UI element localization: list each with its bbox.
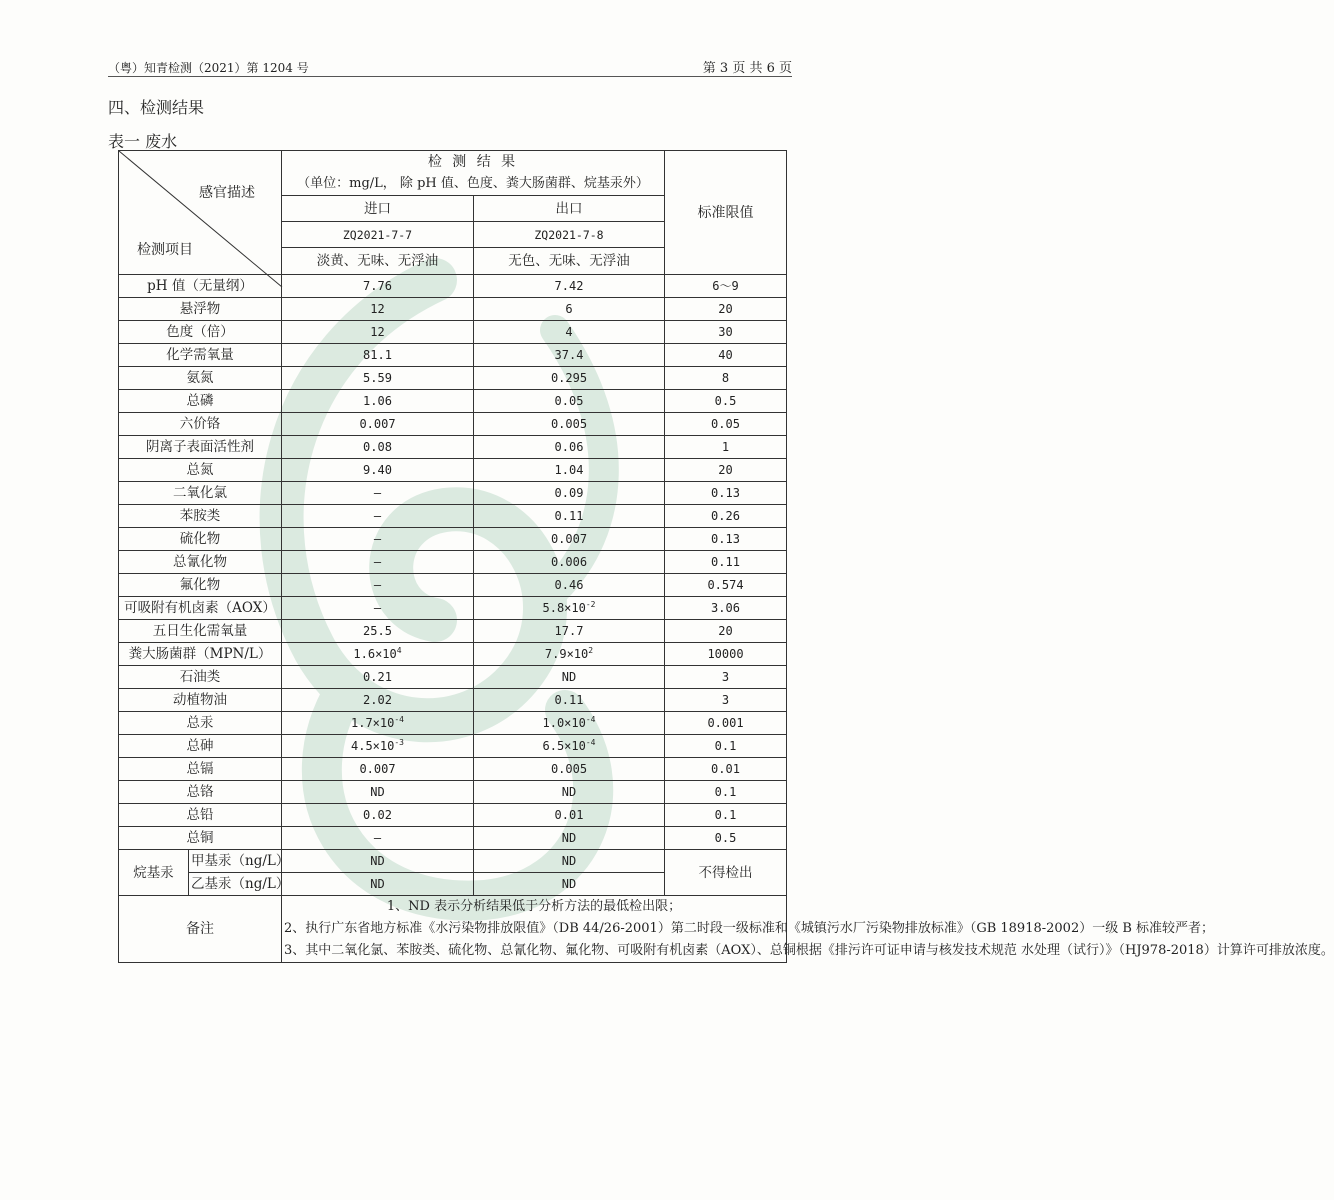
inlet-sensory: 淡黄、无味、无浮油 xyxy=(282,248,474,275)
standard-limit: 3 xyxy=(665,689,787,712)
outlet-value xyxy=(474,482,665,505)
report-number: （粤）知青检测（2021）第 1204 号 xyxy=(108,61,309,75)
outlet-label: 出口 xyxy=(474,196,665,222)
outlet-value-text: 7.9×10 xyxy=(544,647,589,661)
alkyl-standard-limit: 不得检出 xyxy=(665,850,787,896)
outlet-value-text: 0.06 xyxy=(554,440,584,454)
parameter-name: 色度（倍） xyxy=(119,321,282,344)
parameter-name: pH 值（无量纲） xyxy=(119,275,282,298)
inlet-value-text: 12 xyxy=(370,325,385,339)
table-row xyxy=(119,551,787,574)
inlet-value-text: — xyxy=(373,601,382,615)
table-row xyxy=(119,758,787,781)
inlet-value-text: 81.1 xyxy=(363,348,392,362)
outlet-exponent: -2 xyxy=(585,600,596,609)
outlet-value-text: 1.04 xyxy=(554,463,584,477)
inlet-value xyxy=(282,298,474,321)
table-row xyxy=(119,459,787,482)
inlet-value-text: — xyxy=(373,555,382,569)
inlet-exponent: -4 xyxy=(394,715,404,724)
outlet-value xyxy=(474,344,665,367)
inlet-value-text: 9.40 xyxy=(363,463,392,477)
inlet-value-text: 0.02 xyxy=(363,808,392,822)
outlet-sensory: 无色、无味、无浮油 xyxy=(474,248,665,275)
inlet-value-text: 1.6×10 xyxy=(353,647,397,661)
inlet-value xyxy=(282,413,474,436)
parameter-name: 动植物油 xyxy=(119,689,282,712)
outlet-value xyxy=(474,298,665,321)
standard-limit: 30 xyxy=(665,321,787,344)
inlet-value xyxy=(282,321,474,344)
inlet-value-text: 7.76 xyxy=(363,279,392,293)
inlet-value xyxy=(282,758,474,781)
outlet-value xyxy=(474,321,665,344)
parameter-name: 六价铬 xyxy=(119,413,282,436)
inlet-value-text: 1.06 xyxy=(363,394,392,408)
outlet-value xyxy=(474,620,665,643)
outlet-value xyxy=(474,712,665,735)
outlet-value xyxy=(474,597,665,620)
standard-limit: 6～9 xyxy=(665,275,787,298)
corner-sensory-label: 感官描述 xyxy=(199,185,255,201)
outlet-exponent: -4 xyxy=(585,738,596,747)
section-title: 四、检测结果 xyxy=(108,98,205,117)
outlet-value-text: 0.005 xyxy=(550,417,588,431)
parameter-name: 总汞 xyxy=(119,712,282,735)
inlet-value-text: 4.5×10 xyxy=(351,739,395,753)
table-row xyxy=(119,390,787,413)
outlet-value xyxy=(474,666,665,689)
table-title: 表一 废水 xyxy=(108,132,178,151)
standard-limit: 10000 xyxy=(665,643,787,666)
outlet-value xyxy=(474,689,665,712)
inlet-value xyxy=(282,551,474,574)
outlet-value-text: 17.7 xyxy=(554,624,584,638)
standard-header: 标准限值 xyxy=(665,151,787,275)
table-row xyxy=(119,689,787,712)
parameter-name: 苯胺类 xyxy=(119,505,282,528)
note-item: 2、执行广东省地方标准《水污染物排放限值》（DB 44/26-2001）第二时段一级标准和《城镇污水厂污染物排放标准》（GB 18918-2002）一级 B 标准较严者； xyxy=(284,921,1215,936)
inlet-value xyxy=(282,597,474,620)
outlet-sample-id: ZQ2021-7-8 xyxy=(474,222,665,248)
inlet-value xyxy=(282,367,474,390)
parameter-name: 总铅 xyxy=(119,804,282,827)
outlet-value xyxy=(474,367,665,390)
standard-limit: 0.1 xyxy=(665,781,787,804)
parameter-name: 总磷 xyxy=(119,390,282,413)
outlet-value-text: ND xyxy=(561,785,577,799)
inlet-value-text: — xyxy=(373,831,382,845)
inlet-value xyxy=(282,528,474,551)
outlet-value-text: 0.46 xyxy=(554,578,584,592)
table-row xyxy=(119,597,787,620)
outlet-value xyxy=(474,413,665,436)
outlet-value xyxy=(474,436,665,459)
outlet-value xyxy=(474,781,665,804)
parameter-name: 粪大肠菌群（MPN/L） xyxy=(119,643,282,666)
outlet-exponent: 2 xyxy=(588,646,594,655)
notes-label: 备注 xyxy=(119,896,282,963)
inlet-value-text: 0.08 xyxy=(363,440,392,454)
table-row xyxy=(119,298,787,321)
parameter-name: 总氰化物 xyxy=(119,551,282,574)
outlet-value-text: 37.4 xyxy=(554,348,584,362)
parameter-name: 总镉 xyxy=(119,758,282,781)
outlet-value: ND xyxy=(474,873,665,896)
wastewater-results-table xyxy=(118,150,1334,963)
table-row xyxy=(119,413,787,436)
parameter-name: 石油类 xyxy=(119,666,282,689)
standard-limit: 40 xyxy=(665,344,787,367)
outlet-value xyxy=(474,574,665,597)
parameter-name: 总铜 xyxy=(119,827,282,850)
standard-limit: 0.1 xyxy=(665,735,787,758)
note-item: 3、其中二氧化氯、苯胺类、硫化物、总氰化物、氟化物、可吸附有机卤素（AOX）、总铜根据《排污许可证申请与核发技术规范 水处理（试行）》（HJ978-2018）计算许可排放浓度。 xyxy=(284,943,1334,958)
table-row xyxy=(119,735,787,758)
standard-limit: 0.26 xyxy=(665,505,787,528)
parameter-name: 硫化物 xyxy=(119,528,282,551)
standard-limit: 0.01 xyxy=(665,758,787,781)
outlet-value-text: 0.005 xyxy=(550,762,588,776)
standard-limit: 0.13 xyxy=(665,482,787,505)
table-row xyxy=(119,620,787,643)
table-row xyxy=(119,344,787,367)
outlet-value xyxy=(474,804,665,827)
inlet-value xyxy=(282,459,474,482)
outlet-value: ND xyxy=(474,850,665,873)
inlet-value xyxy=(282,344,474,367)
standard-limit: 20 xyxy=(665,298,787,321)
outlet-value xyxy=(474,735,665,758)
standard-limit: 0.11 xyxy=(665,551,787,574)
inlet-value-text: 2.02 xyxy=(363,693,392,707)
note-item: 1、ND 表示分析结果低于分析方法的最低检出限； xyxy=(386,899,682,914)
outlet-value-text: 4 xyxy=(565,325,573,339)
inlet-value xyxy=(282,482,474,505)
outlet-value xyxy=(474,528,665,551)
inlet-value xyxy=(282,390,474,413)
standard-limit: 1 xyxy=(665,436,787,459)
parameter-name: 总铬 xyxy=(119,781,282,804)
standard-limit: 20 xyxy=(665,459,787,482)
outlet-value xyxy=(474,758,665,781)
inlet-value xyxy=(282,735,474,758)
parameter-name: 阴离子表面活性剂 xyxy=(119,436,282,459)
inlet-value-text: 5.59 xyxy=(363,371,392,385)
parameter-name: 五日生化需氧量 xyxy=(119,620,282,643)
outlet-value-text: 0.295 xyxy=(550,371,588,385)
table-row xyxy=(119,712,787,735)
outlet-value-text: 0.01 xyxy=(554,808,584,822)
table-row xyxy=(119,574,787,597)
standard-limit: 0.001 xyxy=(665,712,787,735)
inlet-value-text: — xyxy=(373,486,382,500)
parameter-name: 氟化物 xyxy=(119,574,282,597)
inlet-value xyxy=(282,436,474,459)
inlet-value xyxy=(282,643,474,666)
outlet-value xyxy=(474,505,665,528)
table-row xyxy=(119,528,787,551)
inlet-value-text: 12 xyxy=(370,302,385,316)
outlet-value-text: 0.09 xyxy=(554,486,584,500)
standard-limit: 0.574 xyxy=(665,574,787,597)
inlet-value xyxy=(282,574,474,597)
outlet-value-text: ND xyxy=(561,670,577,684)
inlet-value xyxy=(282,712,474,735)
outlet-value xyxy=(474,390,665,413)
inlet-value xyxy=(282,505,474,528)
corner-item-label: 检测项目 xyxy=(137,242,193,258)
table-row xyxy=(119,804,787,827)
inlet-value: ND xyxy=(282,873,474,896)
inlet-label: 进口 xyxy=(282,196,474,222)
outlet-value-text: 6.5×10 xyxy=(542,739,586,753)
table-row xyxy=(119,321,787,344)
outlet-value-text: 0.05 xyxy=(554,394,584,408)
table-row xyxy=(119,505,787,528)
outlet-value-text: ND xyxy=(561,831,577,845)
page-info: 第 3 页 共 6 页 xyxy=(702,61,792,76)
result-header xyxy=(282,151,665,196)
outlet-value xyxy=(474,551,665,574)
outlet-value-text: 6 xyxy=(565,302,573,316)
table-row xyxy=(119,827,787,850)
inlet-value-text: — xyxy=(373,509,382,523)
outlet-value-text: 0.11 xyxy=(554,509,584,523)
inlet-exponent: -3 xyxy=(394,738,404,747)
table-row xyxy=(119,781,787,804)
outlet-value-text: 5.8×10 xyxy=(542,601,586,615)
inlet-exponent: 4 xyxy=(396,646,402,655)
table-corner-cell xyxy=(119,151,282,275)
outlet-value-text: 0.006 xyxy=(550,555,588,569)
inlet-value-text: — xyxy=(373,578,382,592)
inlet-value-text: 0.007 xyxy=(359,417,396,431)
inlet-value-text: — xyxy=(373,532,382,546)
parameter-name: 化学需氧量 xyxy=(119,344,282,367)
notes-row xyxy=(119,896,787,963)
parameter-name: 总砷 xyxy=(119,735,282,758)
inlet-value xyxy=(282,275,474,298)
standard-limit: 3 xyxy=(665,666,787,689)
inlet-value xyxy=(282,689,474,712)
inlet-sample-id: ZQ2021-7-7 xyxy=(282,222,474,248)
standard-limit: 0.1 xyxy=(665,804,787,827)
standard-limit: 0.05 xyxy=(665,413,787,436)
parameter-name: 可吸附有机卤素（AOX） xyxy=(119,597,282,620)
standard-limit: 0.13 xyxy=(665,528,787,551)
parameter-name: 悬浮物 xyxy=(119,298,282,321)
table-row xyxy=(119,482,787,505)
inlet-value: ND xyxy=(282,850,474,873)
inlet-value xyxy=(282,666,474,689)
standard-limit: 8 xyxy=(665,367,787,390)
table-row xyxy=(119,666,787,689)
outlet-value-text: 0.007 xyxy=(550,532,588,546)
inlet-value-text: 25.5 xyxy=(363,624,392,638)
outlet-value-text: 0.11 xyxy=(554,693,584,707)
inlet-value xyxy=(282,804,474,827)
inlet-value xyxy=(282,827,474,850)
inlet-value-text: 0.007 xyxy=(359,762,396,776)
parameter-name: 总氮 xyxy=(119,459,282,482)
inlet-value xyxy=(282,620,474,643)
standard-limit: 0.5 xyxy=(665,827,787,850)
outlet-value xyxy=(474,459,665,482)
parameter-name: 二氧化氯 xyxy=(119,482,282,505)
page-header xyxy=(108,56,792,77)
outlet-value-text: 7.42 xyxy=(554,279,584,293)
table-row xyxy=(119,367,787,390)
table-row xyxy=(119,436,787,459)
result-title: 检 测 结 果 xyxy=(427,154,519,170)
result-unit: （单位：mg/L， 除 pH 值、色度、粪大肠菌群、烷基汞外） xyxy=(297,176,649,191)
outlet-value xyxy=(474,827,665,850)
inlet-value-text: 1.7×10 xyxy=(351,716,395,730)
parameter-name: 氨氮 xyxy=(119,367,282,390)
outlet-exponent: -4 xyxy=(585,715,596,724)
parameter-name: 乙基汞（ng/L） xyxy=(189,873,282,896)
inlet-value-text: 0.21 xyxy=(363,670,392,684)
standard-limit: 20 xyxy=(665,620,787,643)
inlet-value-text: ND xyxy=(370,785,385,799)
diagonal-line xyxy=(119,151,282,287)
outlet-value-text: 1.0×10 xyxy=(542,716,586,730)
inlet-value xyxy=(282,781,474,804)
notes-content xyxy=(282,896,1334,963)
table-row xyxy=(119,850,787,873)
parameter-name: 甲基汞（ng/L） xyxy=(189,850,282,873)
outlet-value xyxy=(474,643,665,666)
standard-limit: 0.5 xyxy=(665,390,787,413)
table-row xyxy=(119,643,787,666)
standard-limit: 3.06 xyxy=(665,597,787,620)
outlet-value xyxy=(474,275,665,298)
alkyl-mercury-group: 烷基汞 xyxy=(119,850,189,896)
